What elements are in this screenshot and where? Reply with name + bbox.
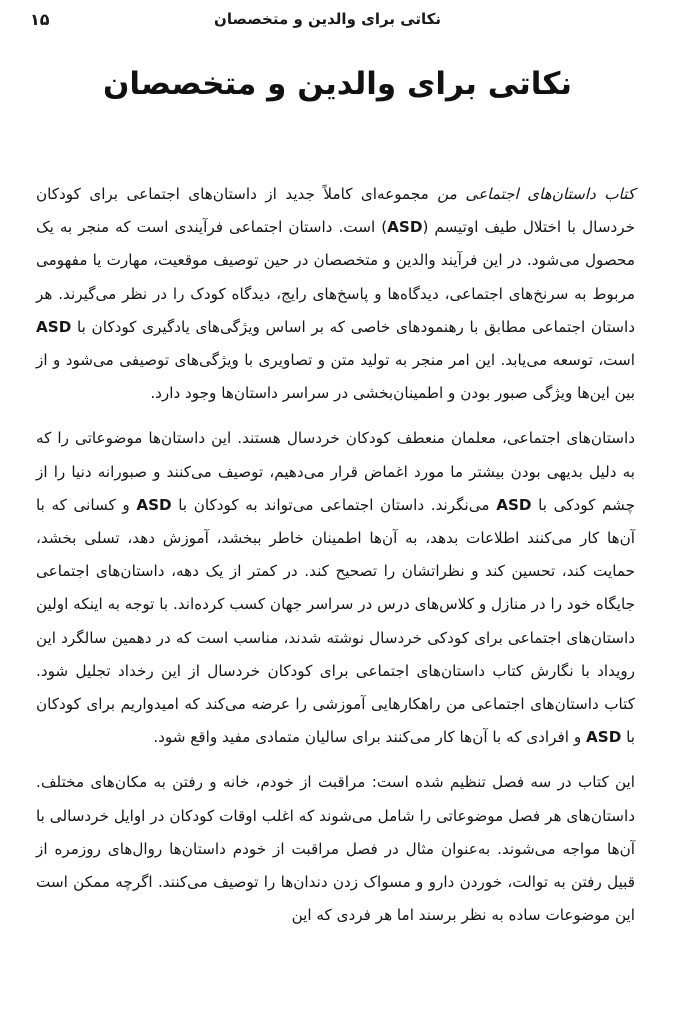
text-run: است، توسعه می‌یابد. این امر منجر به تولید متن و تصاویری با ویژگی‌های توصیفی می‌شود و از بین این‌ها ویژگی صبور بودن و اطمینان‌بخشی در سراسر داستان‌ها وجود دارد. [36,351,635,403]
running-header [30,8,641,34]
paragraph [36,766,635,932]
body-text [36,178,635,944]
text-run: و کسانی که با آن‌ها کار می‌کنند اطلاعات بدهد، به آن‌ها اطمینان خاطر ببخشد، آموزش دهد، تسلی بخشد، حمایت کند، تحسین کند و نظراتشان را تصحیح کند. در کمتر از یک دهه، داستان‌های اجتماعی جایگاه خود را در منازل و کلاس‌های درس در سراسر جهان کسب کرده‌اند. با توجه به اینکه اولین داستان‌های اجتماعی برای کودکی خردسال نوشته شدند، مناسب است که در دهمین سالگرد این رویداد با نگارش کتاب داستان‌های اجتماعی برای کودکان خردسال از این رخداد تجلیل شود. کتاب داستان‌های اجتماعی من راهکارهایی آموزشی را عرضه می‌کند که امیدواریم برای کودکان با [36,495,635,747]
text-run: ) است. داستان اجتماعی فرآیندی است که منجر به یک محصول می‌شود. در این فرآیند والدین و متخصصان در حین توصیف موقعیت، مهارت یا مفهومی مربوط به سرنخ‌های اجتماعی، دیدگاه‌ها و پاسخ‌های رایج، دیدگاه کودک را در نظر می‌گیرند. هر داستان اجتماعی مطابق با رهنمودهای خاصی که بر اساس ویژگی‌های یادگیری کودکان با [36,218,635,336]
book-title-emphasis: کتاب داستان‌های اجتماعی من [437,185,635,203]
page-number: ۱۵ [30,10,50,29]
paragraph [36,178,635,410]
text-run: این کتاب در سه فصل تنظیم شده است: مراقبت از خودم، خانه و رفتن به مکان‌های مختلف. داستان‌های هر فصل موضوعاتی را شامل می‌شوند که اغلب اوقات کودکان در اوایل خردسالی با آن‌ها مواجه می‌شوند. به‌عنوان مثال در فصل مراقبت از خودم داستان‌ها روال‌های روزمره از قبیل رفتن به توالت، خوردن دارو و مسواک زدن دندان‌ها را توصیف می‌کنند. اگرچه ممکن است این موضوعات ساده به نظر برسند اما هر فردی که این [36,773,635,925]
chapter-title: نکاتی برای والدین و متخصصان [102,66,573,102]
text-run: و افرادی که با آن‌ها کار می‌کنند برای سالیان متمادی مفید واقع شود. [153,728,586,747]
paragraph [36,422,635,754]
abbreviation: ASD [387,218,423,237]
abbreviation: ASD [136,495,172,514]
text-run: می‌نگرند. داستان اجتماعی می‌تواند به کودکان با [171,495,497,514]
abbreviation: ASD [36,317,72,336]
abbreviation: ASD [496,495,532,514]
running-title: نکاتی برای والدین و متخصصان [214,10,441,28]
text-run: داستان‌های اجتماعی، معلمان منعطف کودکان خردسال هستند. این داستان‌ها موضوعاتی را که به دلیل بدیهی بودن بیشتر ما مورد اغماض قرار می‌دهیم، توصیف می‌کنند و صبورانه دنیا را از چشم کودکی با [36,429,635,514]
abbreviation: ASD [586,728,622,747]
text-run: مجموعه‌ای کاملاً جدید از داستان‌های اجتماعی برای کودکان خردسال با اختلال طیف اوتیسم ( [36,185,635,237]
